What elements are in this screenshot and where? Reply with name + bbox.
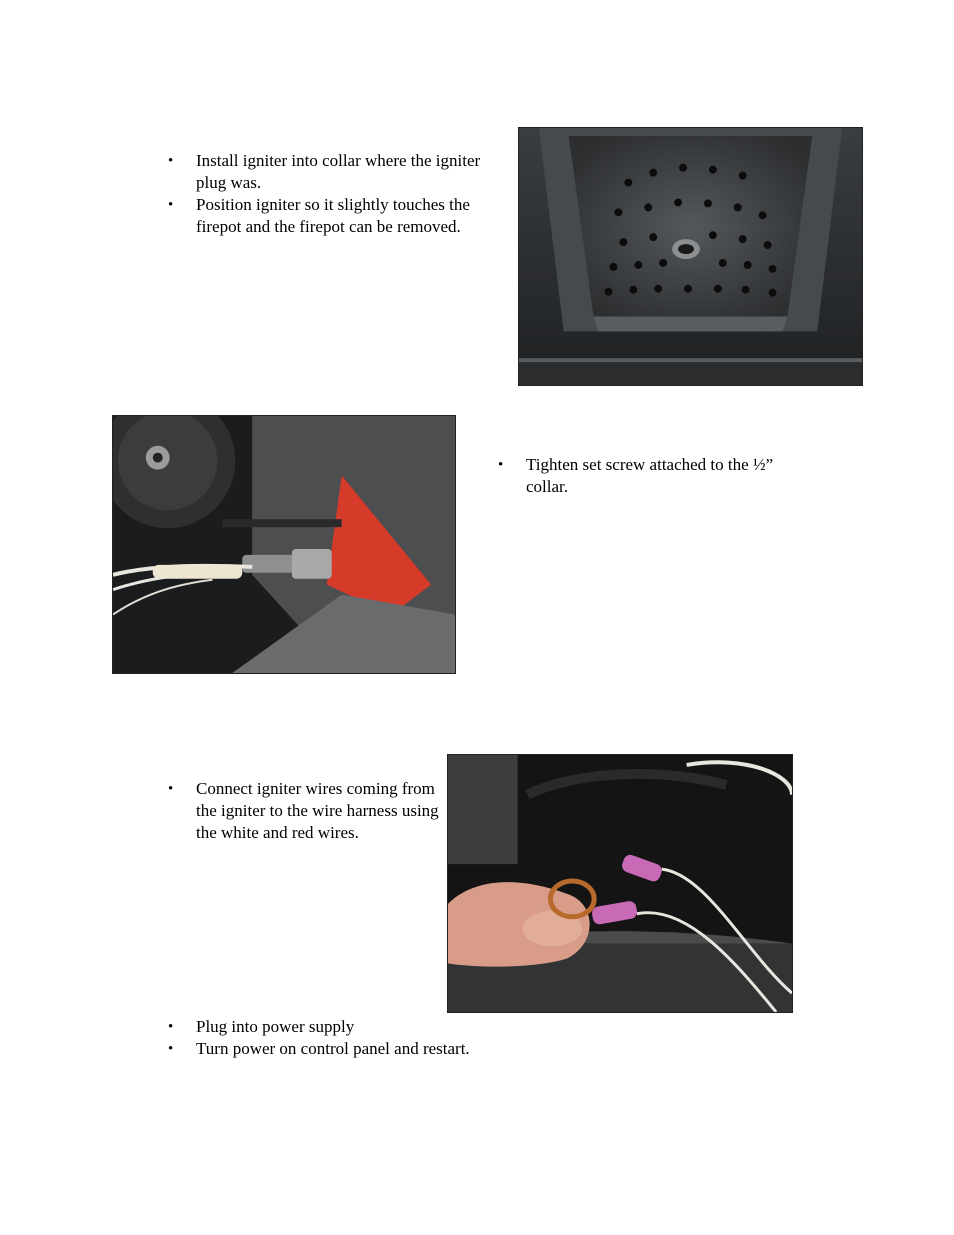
bullet-item: • Install igniter into collar where the igniter plug was. [168, 150, 503, 194]
instructions-install-igniter [168, 150, 503, 238]
instructions-tighten-screw [498, 454, 818, 498]
bullet-item: • Position igniter so it slightly touches the firepot and the firepot can be removed. [168, 194, 503, 238]
wire-harness-photo [447, 754, 793, 1013]
instructions-connect-wires [168, 778, 440, 844]
instructions-power [168, 1016, 568, 1060]
bullet-item: • Turn power on control panel and restart. [168, 1038, 568, 1060]
firepot-photo [518, 127, 863, 386]
bullet-item: • Tighten set screw attached to the ½” collar. [498, 454, 818, 498]
bullet-item: • Connect igniter wires coming from the igniter to the wire harness using the white and red wires. [168, 778, 440, 844]
bullet-item: • Plug into power supply [168, 1016, 568, 1038]
igniter-set-screw-photo [112, 415, 456, 674]
